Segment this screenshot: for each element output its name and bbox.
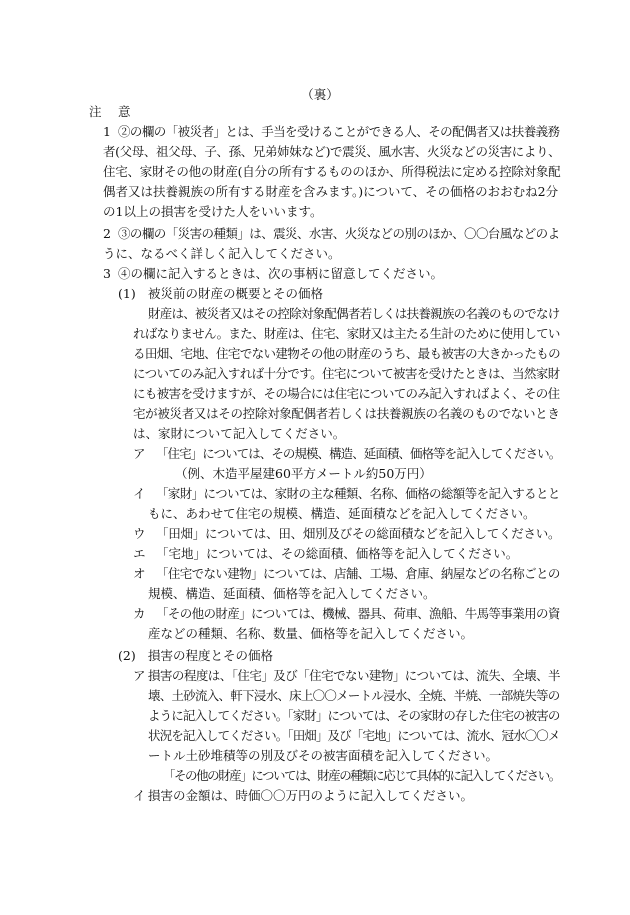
sub1-para-line-5: にも被害を受けますが、その場合には住宅についてのみ記入すればよく、その住 <box>133 386 560 401</box>
sub2-heading: 損害の程度とその価格 <box>148 648 274 663</box>
sub2-item-a-line-4: 状況を記入してください。「田畑」及び「宅地」については、流水、冠水〇〇メ <box>148 728 560 743</box>
sub1-para-line-6: 宅が被災者又はその控除対象配偶者若しくは扶養親族の名義のものでないとき <box>133 406 560 421</box>
item-1-line-3: 住宅、家財その他の財産(自分の所有するもののほか、所得税法に定める控除対象配 <box>103 164 561 179</box>
item-1-number: 1 <box>103 124 111 139</box>
item-2-number: 2 <box>103 226 111 241</box>
sub2-item-a-mark: ア <box>133 668 146 683</box>
sub1-item-a-mark: ア <box>133 446 146 461</box>
sub2-number: (2) <box>118 648 136 663</box>
item-3-number: 3 <box>103 266 111 281</box>
item-1-line-2: 者(父母、祖父母、子、孫、兄弟姉妹など)で震災、風水害、火災などの災害により、 <box>103 144 561 159</box>
sub1-item-e-mark: エ <box>133 546 146 561</box>
sub2-item-a-line-6: 「その他の財産」については、財産の種類に応じて具体的に記入してください。 <box>163 768 560 783</box>
sub1-para-line-1: 財産は、被災者又はその控除対象配偶者若しくは扶養親族の名義のものでなけ <box>148 306 560 321</box>
sub1-item-e-line-1: 「宅地」については、その総面積、価格等を記入してください。 <box>156 546 519 561</box>
sub1-item-i-line-1: 「家財」については、家財の主な種類、名称、価格の総額等を記入するとと <box>156 486 560 501</box>
sub1-item-o-mark: オ <box>133 566 146 581</box>
item-2-line-1: ③の欄の「災害の種類」は、震災、水害、火災などの別のほか、〇〇台風などのよ <box>118 226 560 241</box>
sub1-item-i-line-2: もに、あわせて住宅の規模、構造、延面積などを記入してください。 <box>148 506 536 521</box>
sub1-para-line-7: は、家財について記入してください。 <box>133 426 346 441</box>
sub2-item-a-line-1: 損害の程度は、「住宅」及び「住宅でない建物」については、流失、全壊、半 <box>148 668 561 683</box>
sub1-item-u-mark: ウ <box>133 526 146 541</box>
sub1-item-o-line-2: 規模、構造、延面積、価格等を記入してください。 <box>148 586 436 601</box>
item-2-line-2: うに、なるべく詳しく記入してください。 <box>103 246 341 261</box>
sub1-item-ka-line-2: 産などの種類、名称、数量、価格等を記入してください。 <box>148 626 474 641</box>
sub1-heading: 被災前の財産の概要とその価格 <box>148 286 324 301</box>
item-1-line-4: 偶者又は扶養親族の所有する財産を含みます。)について、その価格のおおむね2分 <box>103 184 559 199</box>
heading-char-1: 注 <box>89 104 102 119</box>
sub1-item-ka-mark: カ <box>133 606 146 621</box>
sub1-para-line-4: についてのみ記入すれば十分です。住宅について被害を受けたときは、当然家財 <box>133 366 560 381</box>
page-title: （裏） <box>301 87 339 102</box>
sub1-item-a-line-2: （例、木造平屋建60平方メートル約50万円） <box>175 466 432 481</box>
sub1-item-a-line-1: 「住宅」については、その規模、構造、延面積、価格等を記入してください。 <box>156 446 561 461</box>
sub1-item-o-line-1: 「住宅でない建物」については、店舗、工場、倉庫、納屋などの名称ごとの <box>156 566 560 581</box>
sub1-number: (1) <box>118 286 136 301</box>
sub1-para-line-2: ればなりません。また、財産は、住宅、家財又は主たる生計のために使用してい <box>133 326 560 341</box>
item-3-line-1: ④の欄に記入するときは、次の事柄に留意してください。 <box>118 266 444 281</box>
sub1-item-ka-line-1: 「その他の財産」については、機械、器具、荷車、漁船、牛馬等事業用の資 <box>156 606 560 621</box>
sub2-item-a-line-3: ように記入してください。「家財」については、その家財の存した住宅の被害の <box>148 708 560 723</box>
sub1-item-u-line-1: 「田畑」については、田、畑別及びその総面積などを記入してください。 <box>156 526 561 541</box>
sub2-item-a-line-2: 壊、土砂流入、軒下浸水、床上〇〇メートル浸水、全焼、半焼、一部焼失等の <box>148 688 560 703</box>
heading-char-2: 意 <box>118 104 131 119</box>
sub1-para-line-3: る田畑、宅地、住宅でない建物その他の財産のうち、最も被害の大きかったもの <box>133 346 561 361</box>
sub2-item-i-mark: イ <box>133 788 146 803</box>
sub2-item-a-line-5: ートル土砂堆積等の別及びその被害面積を記入してください。 <box>148 748 499 763</box>
item-1-line-1: ②の欄の「被災者」とは、手当を受けることができる人、その配偶者又は扶養義務 <box>118 124 560 139</box>
item-1-line-5: の1以上の損害を受けた人をいいます。 <box>103 204 323 219</box>
sub2-item-i-line-1: 損害の金額は、時価〇〇万円のように記入してください。 <box>148 788 474 803</box>
sub1-item-i-mark: イ <box>133 486 146 501</box>
